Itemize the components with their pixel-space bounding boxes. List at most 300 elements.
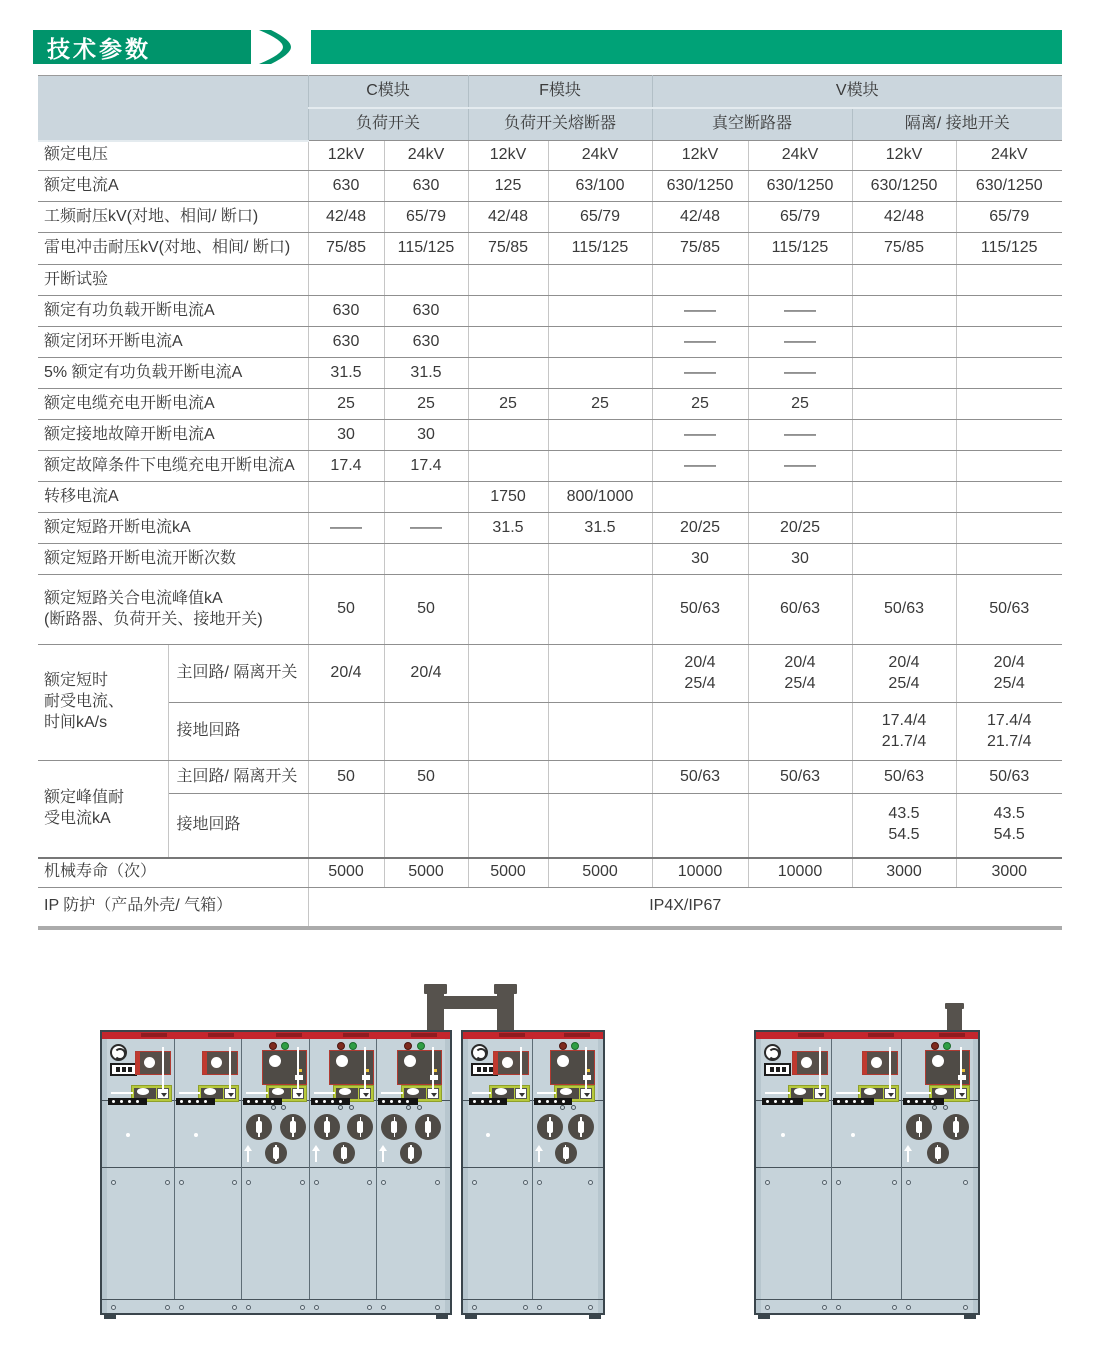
module-knob-oval xyxy=(794,1088,806,1095)
mid-dot xyxy=(194,1133,198,1137)
spec-cell: 60/63 xyxy=(748,575,852,645)
indicator-red xyxy=(404,1042,412,1050)
white-arrow-icon xyxy=(379,1145,387,1163)
switchgear-cabinet xyxy=(100,1030,452,1315)
module-knob xyxy=(404,1055,416,1067)
group-label: 额定峰值耐 受电流kA xyxy=(38,761,168,858)
spec-cell: 25 xyxy=(548,389,652,420)
door-screw xyxy=(314,1180,319,1185)
base-screw xyxy=(892,1305,897,1310)
door-screw xyxy=(179,1180,184,1185)
wire-line xyxy=(889,1047,891,1089)
door-screw xyxy=(232,1180,237,1185)
door-screw xyxy=(822,1180,827,1185)
header-cell: 真空断路器 xyxy=(652,108,852,141)
spec-cell: 24kV xyxy=(384,141,468,171)
fuse-glyph xyxy=(916,1121,922,1133)
indicator-red xyxy=(931,1042,939,1050)
spec-cell: 65/79 xyxy=(956,202,1062,233)
sub-label: 主回路/ 隔离开关 xyxy=(168,761,308,794)
spec-cell: 630 xyxy=(384,171,468,202)
indicator-green xyxy=(281,1042,289,1050)
arrow-stem xyxy=(538,1151,540,1162)
base-screw xyxy=(472,1305,477,1310)
base-strip xyxy=(756,1299,978,1314)
strip-label-mark xyxy=(276,1033,302,1037)
wire-line xyxy=(520,1047,522,1089)
module-knob-oval xyxy=(935,1088,947,1095)
strip-label-mark xyxy=(564,1033,590,1037)
switchgear-cabinet xyxy=(754,1030,980,1315)
spec-cell: 12kV xyxy=(652,141,748,171)
mid-screw xyxy=(406,1105,411,1110)
header-cell: 隔离/ 接地开关 xyxy=(852,108,1062,141)
terminal-strip xyxy=(378,1098,417,1105)
mid-dot xyxy=(781,1133,785,1137)
wire-line xyxy=(472,1092,491,1094)
base-screw xyxy=(165,1305,170,1310)
spec-cell: 42/48 xyxy=(308,202,384,233)
spec-cell: 75/85 xyxy=(468,233,548,265)
cabinet-rail xyxy=(445,1039,450,1313)
indicator-red xyxy=(559,1042,567,1050)
module-knob-oval xyxy=(407,1088,419,1095)
wire-line xyxy=(297,1047,299,1089)
spec-cell: 42/48 xyxy=(652,202,748,233)
switchgear-cabinet xyxy=(461,1030,605,1315)
door-screw xyxy=(963,1180,968,1185)
wire-line xyxy=(111,1092,133,1094)
spec-cell: 17.4/4 21.7/4 xyxy=(852,703,956,761)
brand-logo xyxy=(764,1044,781,1061)
fuse-glyph xyxy=(578,1121,584,1133)
strip-label-mark xyxy=(939,1033,965,1037)
fuse-knob-icon xyxy=(400,1142,422,1164)
spec-cell: 50 xyxy=(308,761,384,794)
cabinet-panel xyxy=(761,1039,832,1299)
row-label: 工频耐压kV(对地、相间/ 断口) xyxy=(38,202,308,233)
spec-cell: 20/4 25/4 xyxy=(852,645,956,703)
switch-module-dark xyxy=(262,1050,307,1085)
fuse-glyph xyxy=(391,1121,397,1133)
module-button xyxy=(427,1088,439,1099)
module-button xyxy=(814,1088,826,1099)
spec-cell: 75/85 xyxy=(652,233,748,265)
down-arrow-icon xyxy=(431,1093,437,1097)
mid-screw xyxy=(281,1105,286,1110)
spec-cell: 50/63 xyxy=(852,575,956,645)
mid-screw xyxy=(349,1105,354,1110)
spec-cell: 50/63 xyxy=(652,761,748,794)
fuse-knob-icon xyxy=(415,1114,441,1140)
spec-cell: 63/100 xyxy=(548,171,652,202)
spec-cell: 43.5 54.5 xyxy=(956,794,1062,858)
row-label: 额定电流A xyxy=(38,171,308,202)
header-cell: V模块 xyxy=(652,76,1062,108)
module-dot xyxy=(299,1069,302,1072)
header-cell: 负荷开关 xyxy=(308,108,468,141)
wire-line xyxy=(585,1047,587,1089)
wire-line xyxy=(765,1092,790,1094)
down-arrow-icon xyxy=(584,1093,590,1097)
on-indicator xyxy=(764,1063,791,1076)
cabinet-rail xyxy=(598,1039,603,1313)
white-arrow-icon xyxy=(904,1145,912,1163)
spec-cell: —— xyxy=(748,420,852,451)
cabinet-panel xyxy=(533,1039,598,1299)
spec-cell: 125 xyxy=(468,171,548,202)
spec-cell: 5000 xyxy=(548,858,652,888)
spec-cell: 30 xyxy=(308,420,384,451)
cabinet-panel xyxy=(107,1039,175,1299)
spec-cell: —— xyxy=(652,420,748,451)
fuse-knob-icon xyxy=(333,1142,355,1164)
switch-module-dark xyxy=(329,1050,374,1085)
indicator-red xyxy=(269,1042,277,1050)
door-screw xyxy=(246,1180,251,1185)
fuse-knob-icon xyxy=(906,1114,932,1140)
fuse-knob-icon xyxy=(927,1142,949,1164)
fuse-glyph xyxy=(935,1147,941,1159)
spec-cell: 17.4 xyxy=(308,451,384,482)
spec-cell: —— xyxy=(748,451,852,482)
wire-line xyxy=(537,1092,556,1094)
module-knob-oval xyxy=(560,1088,572,1095)
down-arrow-icon xyxy=(888,1093,894,1097)
wire-line xyxy=(364,1047,366,1089)
module-button xyxy=(292,1088,304,1099)
spec-cell: 630/1250 xyxy=(852,171,956,202)
spec-cell: 30 xyxy=(652,544,748,575)
module-button xyxy=(224,1088,236,1099)
mid-screw xyxy=(417,1105,422,1110)
indicator-red xyxy=(337,1042,345,1050)
row-label: 额定电压 xyxy=(38,141,308,171)
row-label: 额定有功负载开断电流A xyxy=(38,296,308,327)
spec-cell: 20/4 25/4 xyxy=(956,645,1062,703)
door-screw xyxy=(892,1180,897,1185)
terminal-strip xyxy=(108,1098,147,1105)
spec-cell: 65/79 xyxy=(748,202,852,233)
base-screw xyxy=(300,1305,305,1310)
switch-module-dark xyxy=(550,1050,595,1085)
base-screw xyxy=(232,1305,237,1310)
row-label: 额定短路开断电流开断次数 xyxy=(38,544,308,575)
spec-cell: 24kV xyxy=(956,141,1062,171)
module-dot xyxy=(434,1069,437,1072)
fuse-glyph xyxy=(341,1147,347,1159)
wire-line xyxy=(960,1047,962,1089)
cabinet-panel xyxy=(832,1039,903,1299)
spec-cell: 65/79 xyxy=(548,202,652,233)
cabinet-panel xyxy=(175,1039,243,1299)
header-cell: C模块 xyxy=(308,76,468,108)
spec-cell: 17.4/4 21.7/4 xyxy=(956,703,1062,761)
module-knob xyxy=(801,1057,812,1068)
door-screw xyxy=(836,1180,841,1185)
wire-line xyxy=(229,1047,231,1089)
mid-screw xyxy=(560,1105,565,1110)
base-screw xyxy=(963,1305,968,1310)
arrow-stem xyxy=(247,1151,249,1162)
arrow-stem xyxy=(907,1151,909,1162)
mid-dot xyxy=(126,1133,130,1137)
module-button xyxy=(157,1088,169,1099)
module-knob-oval xyxy=(495,1088,507,1095)
row-label: 额定故障条件下电缆充电开断电流A xyxy=(38,451,308,482)
spec-cell: 12kV xyxy=(852,141,956,171)
brand-logo xyxy=(471,1044,488,1061)
module-red-bar xyxy=(863,1052,867,1074)
spec-cell: 115/125 xyxy=(748,233,852,265)
cabinet-rail xyxy=(973,1039,978,1313)
cabinet-panel xyxy=(377,1039,445,1299)
fuse-glyph xyxy=(273,1147,279,1159)
spec-cell: 1750 xyxy=(468,482,548,513)
row-label: 额定短路关合电流峰值kA (断路器、负荷开关、接地开关) xyxy=(38,575,308,645)
door-screw xyxy=(906,1180,911,1185)
door-screw xyxy=(523,1180,528,1185)
spec-cell: 630 xyxy=(384,327,468,358)
row-label: IP 防护（产品外壳/ 气箱） xyxy=(38,888,308,928)
spec-cell: 20/25 xyxy=(748,513,852,544)
fuse-knob-icon xyxy=(314,1114,340,1140)
switch-module-red xyxy=(862,1051,898,1075)
fuse-glyph xyxy=(408,1147,414,1159)
duct-post-cap xyxy=(424,984,447,994)
spec-cell: —— xyxy=(652,358,748,389)
spec-cell: —— xyxy=(652,327,748,358)
mid-dot xyxy=(486,1133,490,1137)
spec-cell: 31.5 xyxy=(468,513,548,544)
spec-cell: —— xyxy=(652,451,748,482)
spec-cell: 24kV xyxy=(748,141,852,171)
strip-label-mark xyxy=(411,1033,437,1037)
base-screw xyxy=(314,1305,319,1310)
spec-cell: 20/4 25/4 xyxy=(748,645,852,703)
fuse-knob-icon xyxy=(347,1114,373,1140)
fuse-knob-icon xyxy=(537,1114,563,1140)
arrow-stem xyxy=(382,1151,384,1162)
base-screw xyxy=(765,1305,770,1310)
spec-cell: 50 xyxy=(308,575,384,645)
spec-cell: 630/1250 xyxy=(748,171,852,202)
spec-cell: 630/1250 xyxy=(956,171,1062,202)
spec-cell: 5000 xyxy=(308,858,384,888)
arrow-stem xyxy=(315,1151,317,1162)
base-screw xyxy=(836,1305,841,1310)
module-dot xyxy=(587,1069,590,1072)
spec-cell: 65/79 xyxy=(384,202,468,233)
spec-cell: 5000 xyxy=(468,858,548,888)
down-arrow-icon xyxy=(363,1093,369,1097)
down-arrow-icon xyxy=(228,1093,234,1097)
wire-line xyxy=(314,1092,336,1094)
fuse-knob-icon xyxy=(943,1114,969,1140)
cabinet-foot xyxy=(436,1313,448,1319)
module-knob xyxy=(871,1057,882,1068)
spec-cell: 5000 xyxy=(384,858,468,888)
row-label: 额定电缆充电开断电流A xyxy=(38,389,308,420)
spec-cell: —— xyxy=(308,513,384,544)
spec-cell: 115/125 xyxy=(956,233,1062,265)
spec-cell: 25 xyxy=(468,389,548,420)
fuse-knob-icon xyxy=(381,1114,407,1140)
module-dot xyxy=(962,1069,965,1072)
wire-line xyxy=(179,1092,201,1094)
duct-post-cap xyxy=(494,984,517,994)
switch-module-red xyxy=(135,1051,171,1075)
indicator-green xyxy=(417,1042,425,1050)
sub-label: 接地回路 xyxy=(168,703,308,761)
module-button xyxy=(884,1088,896,1099)
spec-cell: 630 xyxy=(308,327,384,358)
base-strip xyxy=(102,1299,450,1314)
spec-cell: 25 xyxy=(652,389,748,420)
module-knob xyxy=(502,1057,513,1068)
spec-cell: 50/63 xyxy=(852,761,956,794)
terminal-strip xyxy=(469,1098,507,1105)
fuse-glyph xyxy=(547,1121,553,1133)
spec-cell: 115/125 xyxy=(384,233,468,265)
spec-cell: 17.4 xyxy=(384,451,468,482)
door-screw xyxy=(588,1180,593,1185)
cabinet-panel xyxy=(310,1039,378,1299)
module-button xyxy=(955,1088,967,1099)
spec-cell: 20/4 xyxy=(384,645,468,703)
indicator-green xyxy=(943,1042,951,1050)
wire-line xyxy=(162,1047,164,1089)
cabinet-panel xyxy=(468,1039,533,1299)
strip-label-mark xyxy=(141,1033,167,1037)
fuse-knob-icon xyxy=(246,1114,272,1140)
door-screw xyxy=(537,1180,542,1185)
page-title: 技术参数 xyxy=(47,35,151,62)
cabinet-panel xyxy=(902,1039,973,1299)
row-label: 5% 额定有功负载开断电流A xyxy=(38,358,308,389)
spec-cell: 10000 xyxy=(748,858,852,888)
spec-cell: 25 xyxy=(308,389,384,420)
brand-logo xyxy=(110,1044,127,1061)
fuse-glyph xyxy=(256,1121,262,1133)
spec-cell: —— xyxy=(748,296,852,327)
row-label: 机械寿命（次） xyxy=(38,858,308,888)
base-screw xyxy=(381,1305,386,1310)
spec-cell: 12kV xyxy=(468,141,548,171)
fuse-knob-icon xyxy=(568,1114,594,1140)
white-arrow-icon xyxy=(535,1145,543,1163)
module-knob xyxy=(336,1055,348,1067)
module-red-bar xyxy=(793,1052,797,1074)
fuse-glyph xyxy=(425,1121,431,1133)
fuse-glyph xyxy=(324,1121,330,1133)
fuse-glyph xyxy=(290,1121,296,1133)
spec-cell: 75/85 xyxy=(852,233,956,265)
switch-module-red xyxy=(202,1051,238,1075)
module-button xyxy=(515,1088,527,1099)
spec-cell: 31.5 xyxy=(308,358,384,389)
down-arrow-icon xyxy=(519,1093,525,1097)
fuse-glyph xyxy=(953,1121,959,1133)
sub-label: 接地回路 xyxy=(168,794,308,858)
base-strip xyxy=(463,1299,603,1314)
row-label: 转移电流A xyxy=(38,482,308,513)
terminal-strip xyxy=(176,1098,215,1105)
duct-stub-cap xyxy=(945,1003,964,1009)
row-label: 额定闭环开断电流A xyxy=(38,327,308,358)
spec-cell: 20/4 25/4 xyxy=(652,645,748,703)
spec-cell: 800/1000 xyxy=(548,482,652,513)
door-screw xyxy=(111,1180,116,1185)
module-button xyxy=(359,1088,371,1099)
base-screw xyxy=(588,1305,593,1310)
fuse-glyph xyxy=(357,1121,363,1133)
spec-cell: 20/4 xyxy=(308,645,384,703)
base-screw xyxy=(111,1305,116,1310)
spec-cell: 50 xyxy=(384,575,468,645)
strip-label-mark xyxy=(208,1033,234,1037)
terminal-strip xyxy=(762,1098,803,1105)
row-label: 额定接地故障开断电流A xyxy=(38,420,308,451)
spec-cell: 31.5 xyxy=(548,513,652,544)
base-screw xyxy=(822,1305,827,1310)
spec-cell: 30 xyxy=(384,420,468,451)
switch-module-dark xyxy=(397,1050,442,1085)
module-knob xyxy=(211,1057,222,1068)
spec-cell: 31.5 xyxy=(384,358,468,389)
wire-line xyxy=(906,1092,931,1094)
row-label: 雷电冲击耐压kV(对地、相间/ 断口) xyxy=(38,233,308,265)
door-screw xyxy=(765,1180,770,1185)
fuse-knob-icon xyxy=(265,1142,287,1164)
wire-line xyxy=(819,1047,821,1089)
down-arrow-icon xyxy=(959,1093,965,1097)
spec-cell: 3000 xyxy=(852,858,956,888)
wire-line xyxy=(381,1092,403,1094)
cabinet-foot xyxy=(964,1313,976,1319)
spec-cell: —— xyxy=(748,327,852,358)
module-knob-oval xyxy=(137,1088,149,1095)
down-arrow-icon xyxy=(296,1093,302,1097)
base-screw xyxy=(537,1305,542,1310)
header-cell: 负荷开关熔断器 xyxy=(468,108,652,141)
door-screw xyxy=(300,1180,305,1185)
cabinet-foot xyxy=(589,1313,601,1319)
spec-cell: 3000 xyxy=(956,858,1062,888)
spec-cell: 630/1250 xyxy=(652,171,748,202)
strip-label-mark xyxy=(868,1033,894,1037)
base-screw xyxy=(906,1305,911,1310)
base-screw xyxy=(246,1305,251,1310)
fuse-glyph xyxy=(563,1147,569,1159)
base-screw xyxy=(523,1305,528,1310)
cabinet-foot xyxy=(465,1313,477,1319)
switch-module-red xyxy=(493,1051,529,1075)
spec-cell: —— xyxy=(384,513,468,544)
cabinet-foot xyxy=(758,1313,770,1319)
door-screw xyxy=(472,1180,477,1185)
spec-cell: 20/25 xyxy=(652,513,748,544)
terminal-strip xyxy=(243,1098,282,1105)
header-cell: F模块 xyxy=(468,76,652,108)
module-knob xyxy=(932,1055,944,1067)
row-label: 开断试验 xyxy=(38,265,308,296)
switch-module-dark xyxy=(925,1050,970,1085)
base-screw xyxy=(179,1305,184,1310)
indicator-green xyxy=(571,1042,579,1050)
spec-cell: 50/63 xyxy=(652,575,748,645)
module-red-bar xyxy=(136,1052,140,1074)
